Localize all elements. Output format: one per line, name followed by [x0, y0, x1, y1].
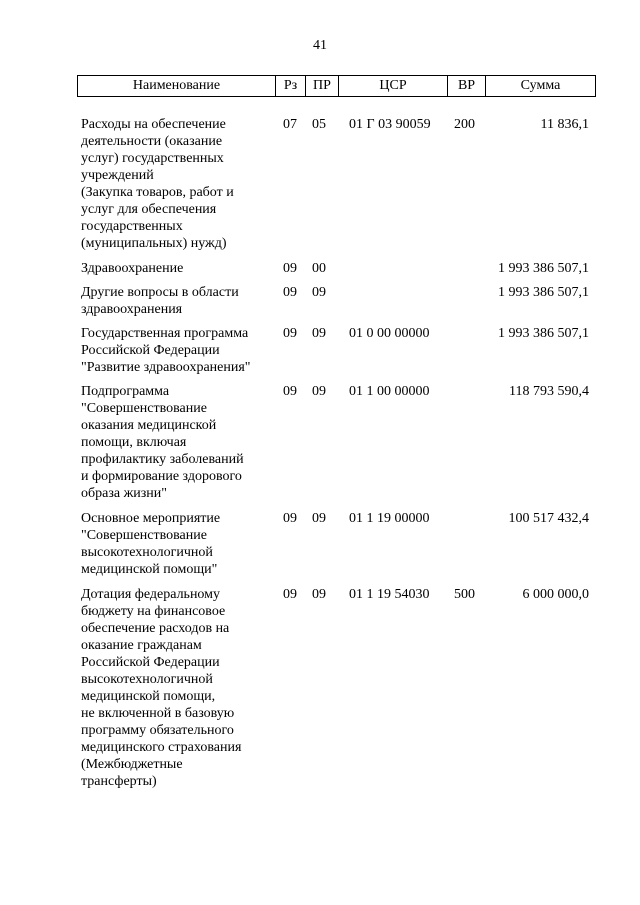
row-sum: 1 993 386 507,1 — [498, 261, 589, 276]
row-name: Здравоохранение — [81, 261, 184, 276]
row-pr: 09 — [312, 326, 326, 341]
row-pr: 00 — [312, 261, 326, 276]
row-vr: 500 — [454, 587, 475, 602]
page-number: 41 — [313, 38, 327, 53]
row-pr: 09 — [312, 511, 326, 526]
row-vr: 200 — [454, 117, 475, 132]
row-sum: 100 517 432,4 — [508, 511, 589, 526]
row-rz: 09 — [283, 587, 297, 602]
row-csr: 01 0 00 00000 — [349, 326, 430, 341]
row-pr: 09 — [312, 285, 326, 300]
row-rz: 09 — [283, 261, 297, 276]
row-name: Основное мероприятие "Совершенствование высокотехнологичной медицинской помощи" — [81, 511, 221, 577]
row-sum: 6 000 000,0 — [522, 587, 589, 602]
header-sum: Сумма — [520, 78, 561, 93]
row-rz: 07 — [283, 117, 297, 132]
row-csr: 01 1 19 00000 — [349, 511, 430, 526]
row-csr: 01 1 19 54030 — [349, 587, 430, 602]
row-rz: 09 — [283, 285, 297, 300]
row-pr: 09 — [312, 384, 326, 399]
row-name: Подпрограмма "Совершенствование оказания медицинской помощи, включая профилактику заболеваний и формирование здорового образа жизни" — [81, 384, 244, 501]
row-rz: 09 — [283, 511, 297, 526]
row-name: Дотация федеральному бюджету на финансовое обеспечение расходов на оказание гражданам Российской Федерации высокотехнологичной медицинской помощи, не включенной в базовую программу обязательного медицинского страхования (Межбюджетные трансферты) — [81, 587, 242, 789]
row-rz: 09 — [283, 384, 297, 399]
row-sum: 1 993 386 507,1 — [498, 326, 589, 341]
header-csr: ЦСР — [339, 76, 448, 96]
row-csr: 01 Г 03 90059 — [349, 117, 431, 132]
header-vr: ВР — [448, 76, 486, 96]
row-name: Государственная программа Российской Федерации "Развитие здравоохранения" — [81, 326, 251, 375]
row-sum: 11 836,1 — [540, 117, 589, 132]
row-name: Расходы на обеспечение деятельности (оказание услуг) государственных учреждений (Закупка товаров, работ и услуг для обеспечения государственных (муниципальных) нужд) — [81, 117, 234, 251]
table-header — [77, 75, 596, 97]
row-rz: 09 — [283, 326, 297, 341]
row-name: Другие вопросы в области здравоохранения — [81, 285, 239, 317]
header-rz: Рз — [276, 76, 306, 96]
header-pr: ПР — [306, 76, 339, 96]
row-csr: 01 1 00 00000 — [349, 384, 430, 399]
header-name: Наименование — [78, 76, 276, 96]
row-pr: 05 — [312, 117, 326, 132]
row-sum: 118 793 590,4 — [509, 384, 589, 399]
row-pr: 09 — [312, 587, 326, 602]
row-sum: 1 993 386 507,1 — [498, 285, 589, 300]
